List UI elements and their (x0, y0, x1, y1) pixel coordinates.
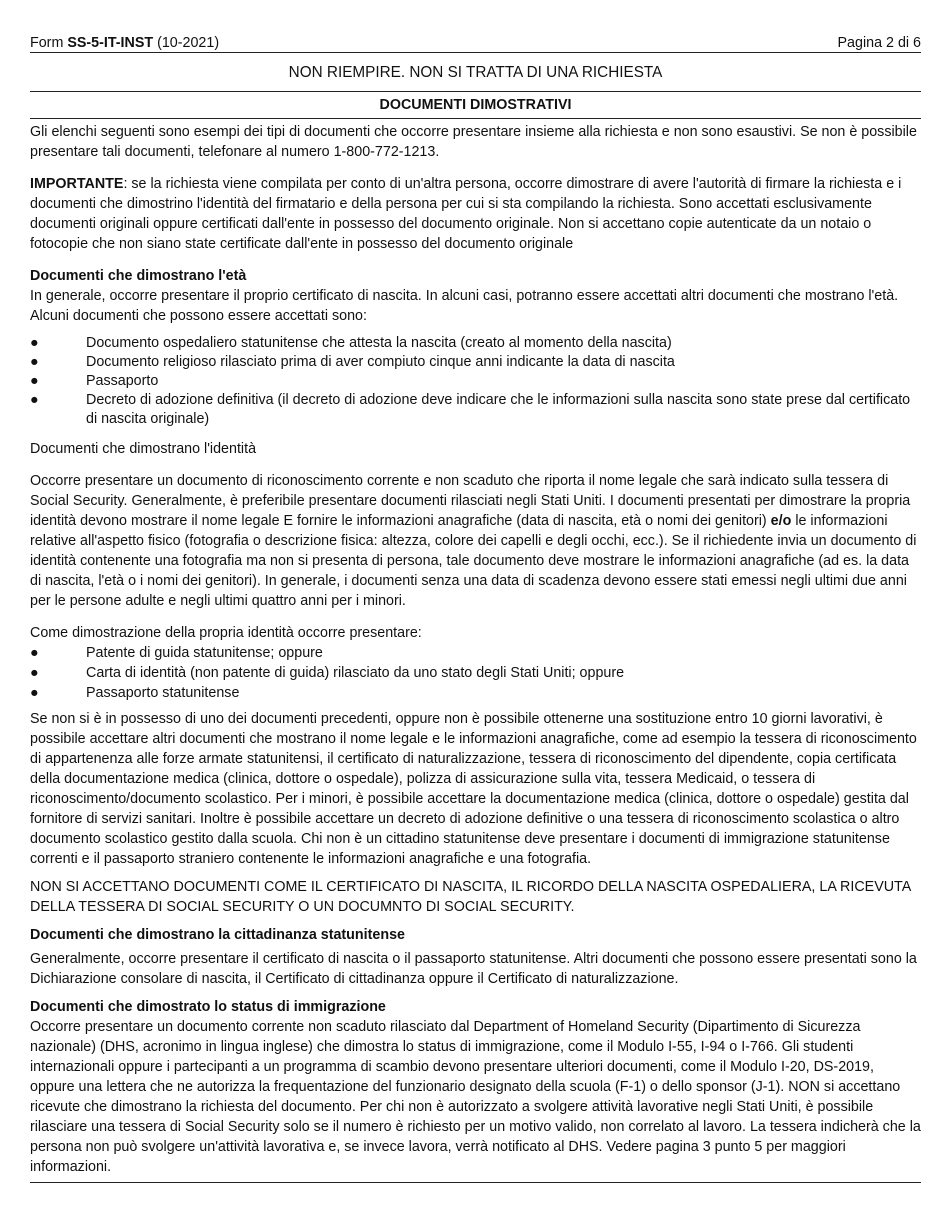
not-accepted-notice: NON SI ACCETTANO DOCUMENTI COME IL CERTIFICATO DI NASCITA, IL RICORDO DELLA NASCITA OSPEDALIERA, LA RICEVUTA DELLA TESSERA DI SOCIAL SECURITY O UN DOCUMNTO DI SOCIAL SECURITY. (30, 879, 911, 915)
important-label: IMPORTANTE (30, 176, 124, 192)
list-item: ● Decreto di adozione definitiva (il decreto di adozione deve indicare che le informazioni sulla nascita sono state prese dal certificato di nascita originale) (30, 392, 911, 427)
bullet-icon: ● (30, 335, 39, 351)
section-divider (30, 118, 921, 119)
bullet-icon: ● (30, 354, 39, 370)
alternative-documents-paragraph: Se non si è in possesso di uno dei documenti precedenti, oppure non è possibile ottenerne una sostituzione entro 10 giorni lavorativi, è possibile accettare altri documenti che mostrano il nome legale e le informazioni anagrafiche, come ad esempio la tessera di riconoscimento di appartenenza alle forze armate statunitensi, il certificato di naturalizzazione, tessera di riconoscimento del dipendente, copia certificata della documentazione medica (clinica, dottore o ospedale), polizza di assicurazione sulla vita, tessera Medicaid, o tessera di riconoscimento/documento scolastico. Per i minori, è possibile accettare la documentazione medica (clinica, dottore o ospedale) gestita dal fornitore di servizi sanitari. Inoltre è possibile accettare un decreto di adozione definitive o una tessera di riconoscimento scolastica o altro documento scolastico gestito dalla scuola. Chi non è un cittadino statunitense deve presentare i documenti di immigrazione statunitense correnti e il passaporto straniero contenente le informazioni anagrafiche e una fotografia. (30, 711, 917, 867)
intro-paragraph: Gli elenchi seguenti sono esempi dei tipi di documenti che occorre presentare insieme alla richiesta e non sono esaustivi. Se non è possibile presentare tali documenti, telefonare al numero 1-800-772-1213. (30, 124, 917, 160)
list-item: ● Patente di guida statunitense; oppure (30, 645, 323, 661)
banner-divider (30, 91, 921, 92)
citizenship-heading: Documenti che dimostrano la cittadinanza statunitense (30, 927, 405, 943)
and-or-emphasis: e/o (770, 513, 792, 529)
bullet-icon: ● (30, 645, 39, 661)
form-identifier: Form SS-5-IT-INST (10-2021) (30, 35, 220, 51)
age-document-list (30, 334, 921, 429)
form-code: SS-5-IT-INST (67, 35, 154, 51)
identity-paragraph: Occorre presentare un documento di riconoscimento corrente e non scaduto che riporta il nome legale che sarà indicato sulla tessera di Social Security. Generalmente, è preferibile presentare documenti rilasciati negli Stati Uniti. I documenti presentati per dimostrare la propria identità devono mostrare il nome legale E fornire le informazioni anagrafiche (data di nascita, età o nomi dei genitori) e/o le informazioni relative all'aspetto fisico (fotografia o descrizione fisica: altezza, colore dei capelli e degli occhi, ecc.). Se il richiedente invia un documento di identità contenente una fotografia ma non si presenta di persona, tale documento deve mostrare le informazioni anagrafiche (ad es. la data di nascita, l'età o i nomi dei genitori). In generale, i documenti senza una data di scadenza devono essere stati emessi negli ultimi due anni per le persone adulte e negli ultimi quattro anni per i minori. (30, 473, 917, 609)
document-page (30, 34, 921, 1183)
not-an-application-banner: NON RIEMPIRE. NON SI TRATTA DI UNA RICHIESTA (288, 64, 663, 81)
citizenship-paragraph: Generalmente, occorre presentare il certificato di nascita o il passaporto statunitense. Altri documenti che possono essere presentati sono la Dichiarazione consolare di nascita, il Certificato di cittadinanza oppure il Certificato di naturalizzazione. (30, 951, 917, 987)
bullet-icon: ● (30, 373, 39, 389)
header-divider (30, 52, 921, 53)
page-header (30, 34, 921, 52)
immigration-paragraph: Occorre presentare un documento corrente non scaduto rilasciato dal Department of Homeland Security (Dipartimento di Sicurezza nazionale) (DHS, acronimo in lingua inglese) che dimostra lo status di immigrazione, come il Modulo I-55, I-94 o I-766. Gli studenti internazionali oppure i partecipanti a un programma di scambio devono presentare ulteriori documenti, come il Modulo I-20, DS-2019, oppure una lettera che ne autorizza la frequentazione del funzionario designato della scuola (F-1) o dello sponsor (J-1). NON si accettano ricevute che dimostrano la richiesta del documento. Per chi non è autorizzato a svolgere attività lavorative negli Stati Uniti, è possibile rilasciare una tessera di Social Security solo se il numero è richiesto per un motivo valido, non correlato al lavoro. La tessera indicherà che la persona non può svolgere un'attività lavorativa e, se invece lavora, verrà notificato al DHS. Vedere pagina 3 punto 5 per maggiori informazioni. (30, 1019, 921, 1175)
list-item: ● Documento ospedaliero statunitense che attesta la nascita (creato al momento della nascita) (30, 335, 672, 351)
bullet-icon: ● (30, 665, 39, 681)
section-title: DOCUMENTI DIMOSTRATIVI (379, 97, 572, 113)
bullet-icon: ● (30, 685, 39, 701)
list-item: ● Documento religioso rilasciato prima di aver compiuto cinque anni indicante la data di nascita (30, 354, 675, 370)
identity-heading: Documenti che dimostrano l'identità (30, 441, 257, 457)
list-item: ● Carta di identità (non patente di guida) rilasciato da uno stato degli Stati Uniti; oppure (30, 665, 625, 681)
footer-divider (30, 1182, 921, 1183)
identity-document-list (30, 643, 921, 703)
page-number: Pagina 2 di 6 (837, 35, 921, 51)
identity-list-intro: Come dimostrazione della propria identità occorre presentare: (30, 625, 422, 641)
list-item: ● Passaporto statunitense (30, 685, 240, 701)
immigration-heading: Documenti che dimostrato lo status di immigrazione (30, 999, 386, 1015)
bullet-icon: ● (30, 392, 39, 408)
form-date: (10-2021) (153, 35, 220, 51)
age-heading: Documenti che dimostrano l'età (30, 268, 247, 284)
age-paragraph: In generale, occorre presentare il proprio certificato di nascita. In alcuni casi, potranno essere accettati altri documenti che mostrano l'età. Alcuni documenti che possono essere accettati sono: (30, 288, 899, 324)
list-item: ● Passaporto (30, 373, 159, 389)
important-paragraph: IMPORTANTE: se la richiesta viene compilata per conto di un'altra persona, occorre dimostrare di avere l'autorità di firmare la richiesta e i documenti che dimostrino l'identità del firmatario e della persona per cui si sta compilando la richiesta. Sono accettati esclusivamente documenti originali oppure certificati dall'ente in possesso del documento originale. Non si accettano copie autenticate da un notaio o fotocopie che non siano state certificate dall'ente in possesso del documento originale (30, 176, 902, 252)
